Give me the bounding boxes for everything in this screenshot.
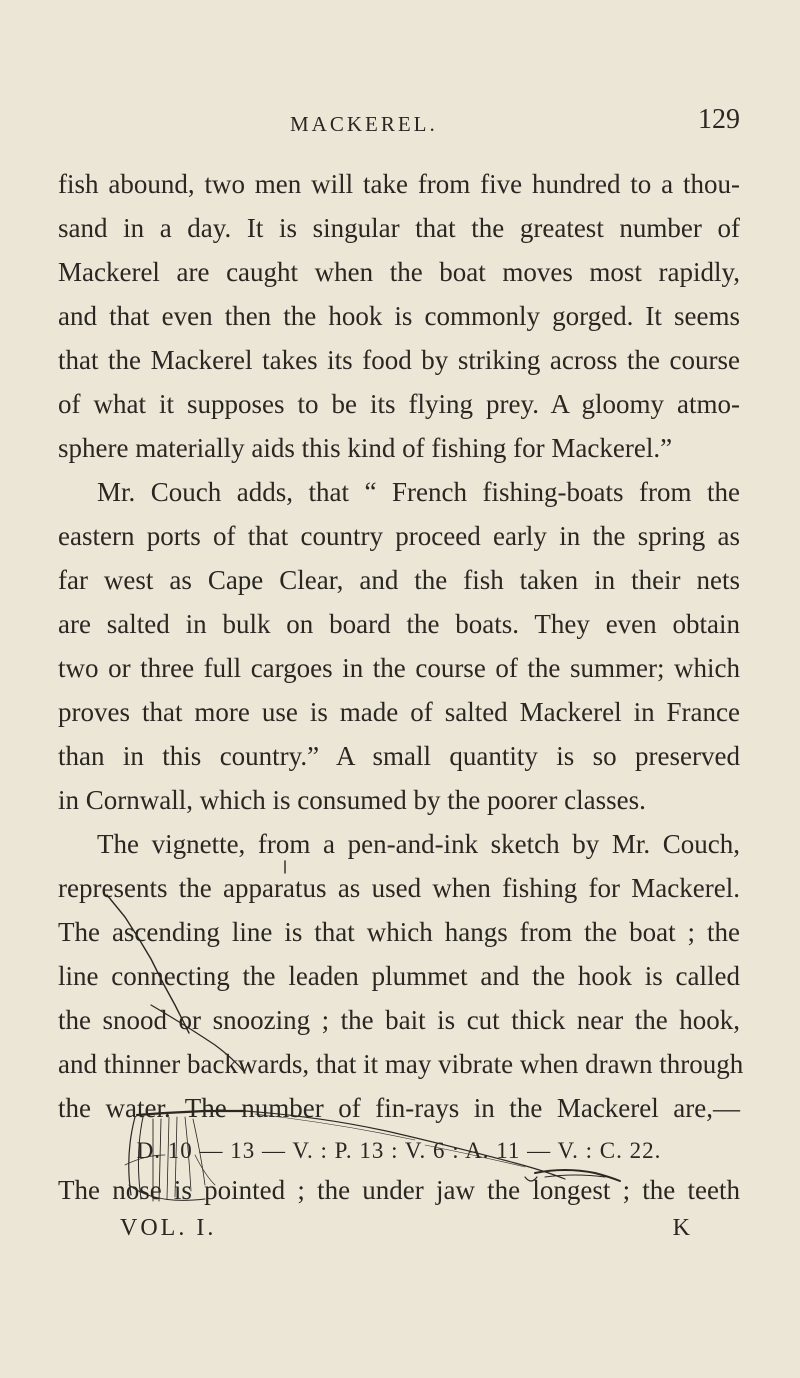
gathering-signature: K — [672, 1215, 690, 1241]
text-line: the snood or snoozing ; the bait is cut thick near the hook, — [58, 1005, 740, 1035]
text-line: far west as Cape Clear, and the fish taken in their nets — [58, 565, 740, 595]
snood-line — [245, 1111, 565, 1179]
vignette-illustration — [95, 855, 635, 1215]
text-line: sand in a day. It is singular that the greatest number of — [58, 213, 740, 243]
text-line: that the Mackerel takes its food by striking across the course — [58, 345, 740, 375]
fin-ray-formula: D. 10 — 13 — V. : P. 13 : V. 6 : A. 11 — V. : C. 22. — [136, 1138, 662, 1163]
text-line: of what it supposes to be its flying prey. A gloomy atmo- — [58, 389, 740, 419]
text-line: fish abound, two men will take from five hundred to a thou- — [58, 169, 740, 199]
text-line: are salted in bulk on board the boats. They even obtain — [58, 609, 740, 639]
text-line: the water. The number of fin-rays in the Mackerel are,— — [58, 1093, 740, 1123]
text-line: line connecting the leaden plummet and the hook is called — [58, 961, 740, 991]
text-line: eastern ports of that country proceed early in the spring as — [58, 521, 740, 551]
text-line: Mr. Couch adds, that “ French fishing-boats from the — [97, 477, 740, 507]
text-line: The ascending line is that which hangs from the boat ; the — [58, 917, 740, 947]
text-line: and that even then the hook is commonly gorged. It seems — [58, 301, 740, 331]
text-line: than in this country.” A small quantity is so preserved — [58, 741, 740, 771]
running-title: MACKEREL. — [290, 112, 438, 136]
hook-icon — [525, 1177, 537, 1181]
text-line: two or three full cargoes in the course of the summer; which — [58, 653, 740, 683]
text-line: sphere materially aids this kind of fishing for Mackerel.” — [58, 433, 673, 463]
text-line: The vignette, from a pen-and-ink sketch by Mr. Couch, — [97, 829, 740, 859]
text-line: and thinner backwards, that it may vibrate when drawn through — [58, 1049, 744, 1079]
plummet — [137, 1111, 245, 1115]
text-line: The nose is pointed ; the under jaw the longest ; the teeth — [58, 1175, 740, 1205]
running-head — [58, 104, 740, 144]
text-line: in Cornwall, which is consumed by the poorer classes. — [58, 785, 646, 815]
text-line: proves that more use is made of salted Mackerel in France — [58, 697, 740, 727]
page-number: 129 — [698, 104, 740, 135]
text-line: Mackerel are caught when the boat moves most rapidly, — [58, 257, 740, 287]
page-footer — [120, 1215, 690, 1255]
volume-signature: VOL. I. — [120, 1215, 217, 1241]
ascending-line — [107, 895, 189, 1033]
fishing-line — [151, 1005, 245, 1073]
text-line: represents the apparatus as used when fishing for Mackerel. — [58, 873, 740, 903]
